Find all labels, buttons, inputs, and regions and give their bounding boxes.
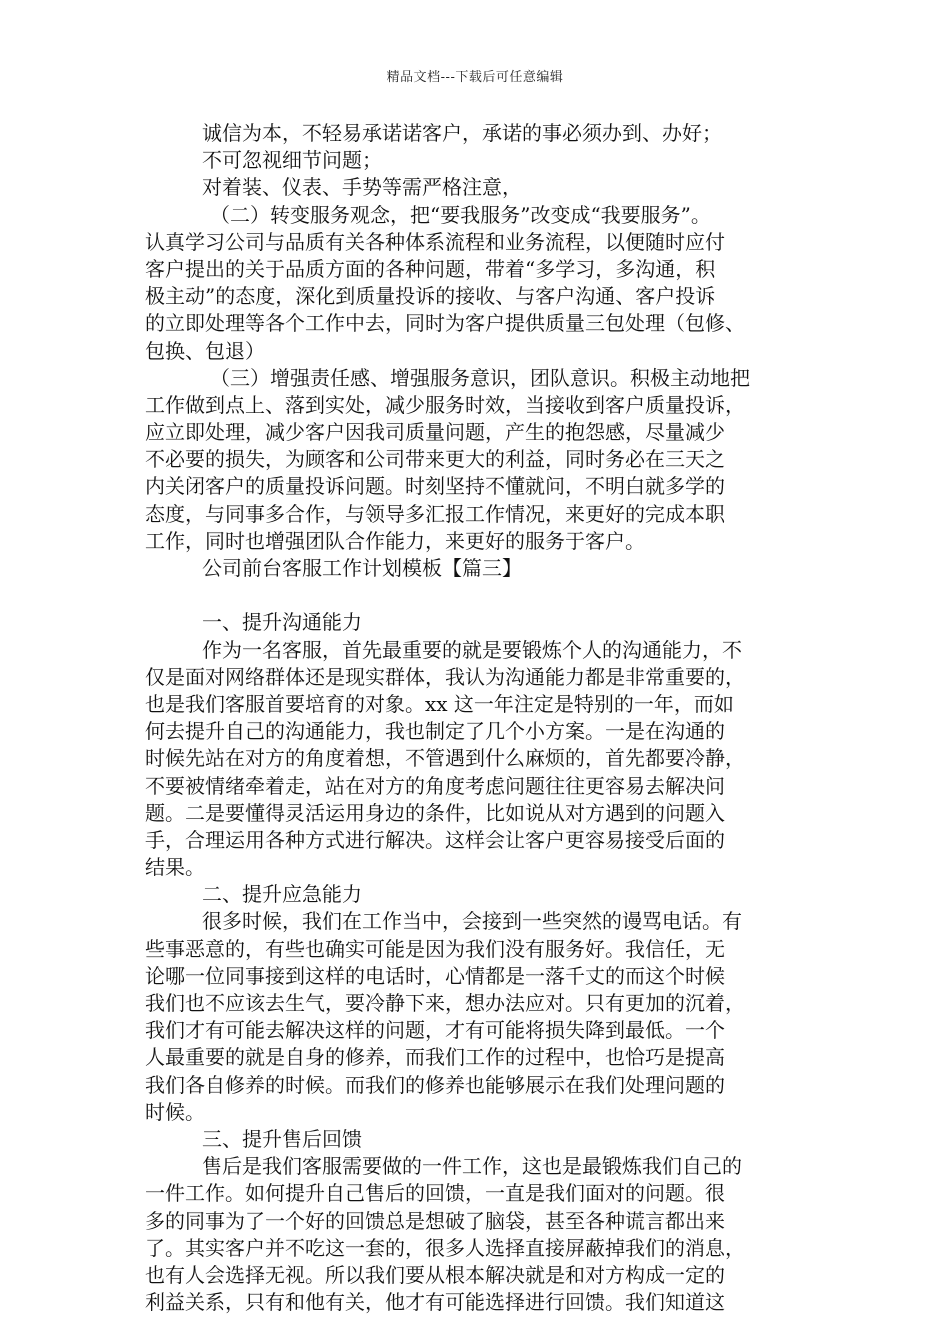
- text-line: 仅是面对网络群体还是现实群体，我认为沟通能力都是非常重要的，: [145, 664, 745, 689]
- text-line: 诚信为本，不轻易承诺诺客户，承诺的事必须办到、办好；: [202, 121, 722, 145]
- text-line: 很多时候，我们在工作当中，会接到一些突然的谩骂电话。有: [202, 909, 742, 934]
- text-line: 一件工作。如何提升自己售后的回馈，一直是我们面对的问题。很: [145, 1181, 725, 1206]
- blank-line: [145, 582, 810, 609]
- text-line: 利益关系，只有和他有关，他才有可能选择进行回馈。我们知道这: [145, 1290, 725, 1315]
- text-line: 态度，与同事多合作，与领导多汇报工作情况，来更好的完成本职: [145, 501, 725, 526]
- text-line: 包换、包退）: [145, 338, 265, 363]
- text-line: 结果。: [145, 855, 205, 880]
- text-line: 时候先站在对方的角度着想，不管遇到什么麻烦的，首先都要冷静，: [145, 746, 745, 771]
- text-line: 不要被情绪牵着走，站在对方的角度考虑问题往往更容易去解决问: [145, 773, 725, 798]
- text-line: 对着装、仪表、手势等需严格注意，: [202, 175, 522, 200]
- text-line: 三、提升售后回馈: [202, 1126, 362, 1151]
- text-line: 应立即处理，减少客户因我司质量问题，产生的抱怨感，尽量减少: [145, 420, 725, 445]
- text-line: 也有人会选择无视。所以我们要从根本解决就是和对方构成一定的: [145, 1262, 725, 1287]
- text-line: 不可忽视细节问题；: [202, 148, 382, 173]
- text-line: 工作做到点上、落到实处，减少服务时效，当接收到客户质量投诉，: [145, 392, 745, 417]
- text-line: 我们也不应该去生气，要冷静下来，想办法应对。只有更加的沉着，: [145, 991, 745, 1015]
- text-line: 人最重要的就是自身的修养，而我们工作的过程中，也恰巧是提高: [145, 1045, 725, 1070]
- text-line: 作为一名客服，首先最重要的就是要锻炼个人的沟通能力，不: [202, 637, 742, 662]
- text-line: 论哪一位同事接到这样的电话时，心情都是一落千丈的而这个时候: [145, 963, 725, 988]
- text-line: 我们才有可能去解决这样的问题，才有可能将损失降到最低。一个: [145, 1018, 725, 1043]
- text-line: 公司前台客服工作计划模板【篇三】: [202, 556, 522, 580]
- text-line: 二、提升应急能力: [202, 882, 362, 907]
- text-line: 我们各自修养的时候。而我们的修养也能够展示在我们处理问题的: [145, 1072, 725, 1097]
- text-line: （三）增强责任感、增强服务意识，团队意识。积极主动地把: [210, 365, 750, 390]
- text-line: 不必要的损失，为顾客和公司带来更大的利益，同时务必在三天之: [145, 447, 725, 472]
- text-line: 内关闭客户的质量投诉问题。时刻坚持不懂就问，不明白就多学的: [145, 474, 725, 499]
- text-line: 题。二是要懂得灵活运用身边的条件，比如说从对方遇到的问题入: [145, 800, 725, 825]
- text-line: 了。其实客户并不吃这一套的，很多人选择直接屏蔽掉我们的消息，: [145, 1235, 745, 1260]
- text-line: 些事恶意的，有些也确实可能是因为我们没有服务好。我信任，无: [145, 936, 725, 961]
- text-line: 极主动”的态度，深化到质量投诉的接收、与客户沟通、客户投诉: [145, 284, 716, 309]
- text-line: （二）转变服务观念，把“要我服务”改变成“我要服务”。: [210, 202, 711, 227]
- text-line: 客户提出的关于品质方面的各种问题，带着“多学习，多沟通，积: [145, 256, 716, 281]
- page-header: 精品文档---下载后可任意编辑: [386, 70, 564, 85]
- text-line: 多的同事为了一个好的回馈总是想破了脑袋，甚至各种谎言都出来: [145, 1208, 725, 1233]
- text-line: 手，合理运用各种方式进行解决。这样会让客户更容易接受后面的: [145, 827, 725, 852]
- text-line: 工作，同时也增强团队合作能力，来更好的服务于客户。: [145, 528, 645, 553]
- text-line: 也是我们客服首要培育的对象。xx 这一年注定是特别的一年，而如: [145, 691, 734, 716]
- text-line: 的立即处理等各个工作中去，同时为客户提供质量三包处理（包修、: [145, 311, 745, 336]
- text-line: 一、提升沟通能力: [202, 610, 362, 635]
- text-line: 何去提升自己的沟通能力，我也制定了几个小方案。一是在沟通的: [145, 719, 725, 744]
- text-line: 售后是我们客服需要做的一件工作，这也是最锻炼我们自己的: [202, 1154, 742, 1179]
- text-line: 认真学习公司与品质有关各种体系流程和业务流程，以便随时应付: [145, 229, 725, 254]
- document-body: [145, 120, 810, 1316]
- text-line: 时候。: [145, 1099, 205, 1124]
